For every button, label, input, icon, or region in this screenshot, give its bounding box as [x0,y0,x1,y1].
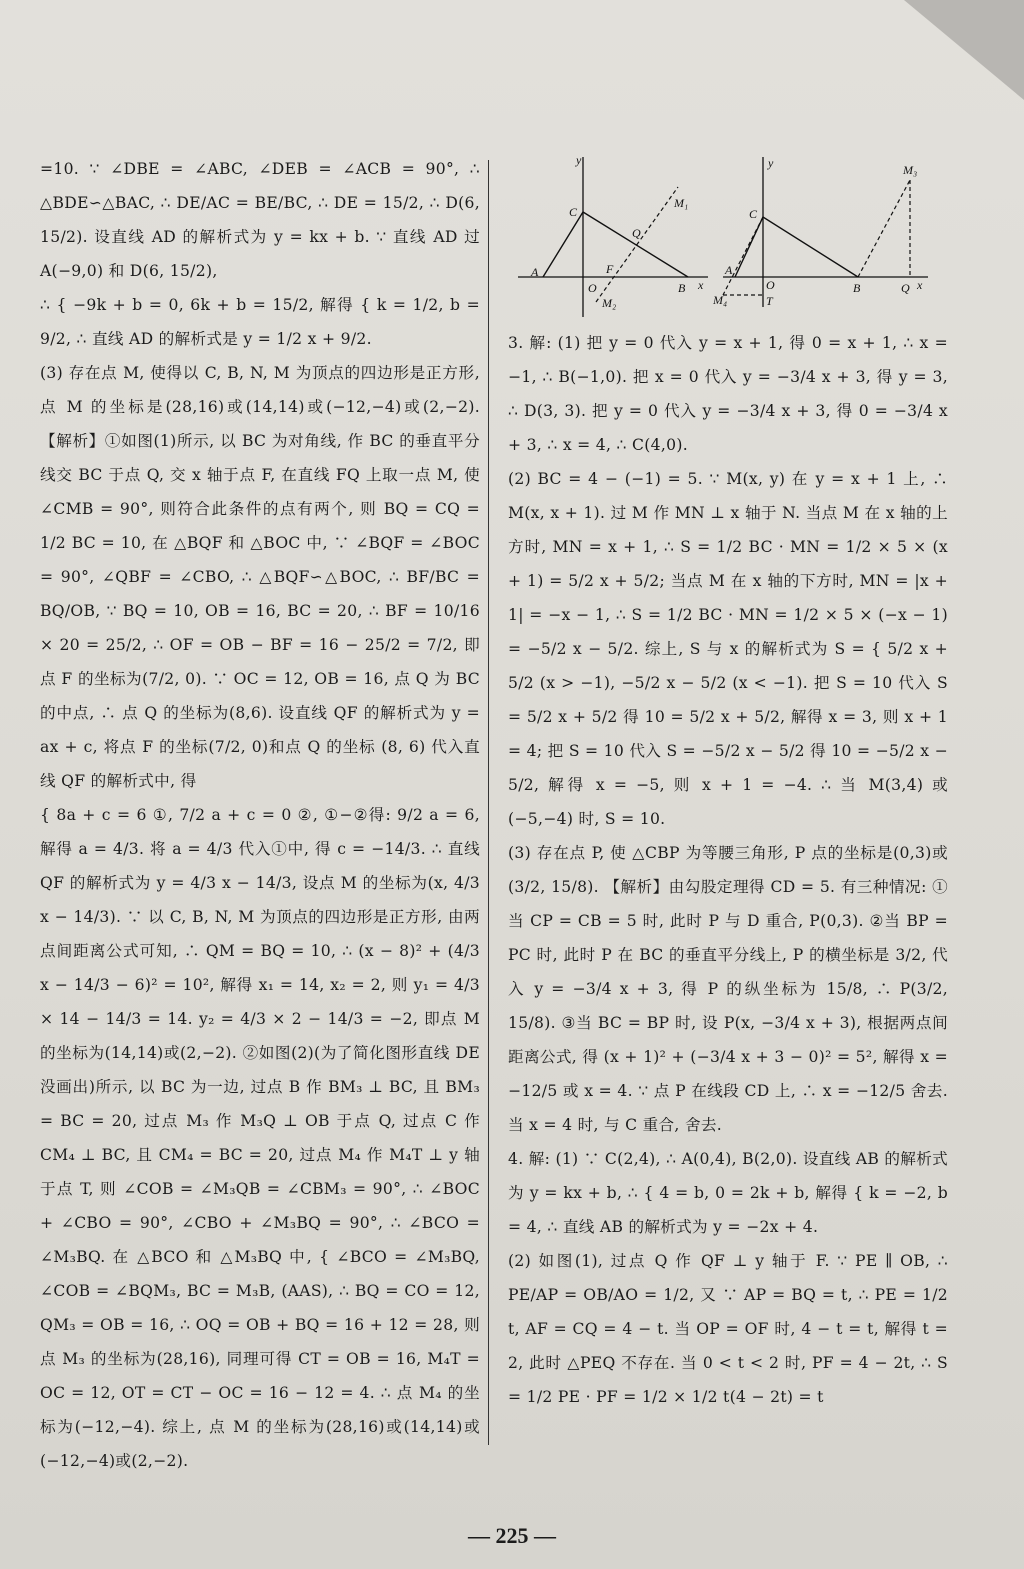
fig2-label-a: A [725,263,733,277]
fig2-label-c: C [749,207,758,221]
fig1-label-y: y [576,153,582,167]
fig2-label-o: O [766,278,775,292]
fig2-triangle [735,217,858,277]
fig2-label-t: T [766,294,773,308]
fig1-label-m1: M₁ [674,196,689,210]
fig2-label-m4: M₄ [713,293,728,307]
fig2-label-x: x [917,278,923,292]
fig2-label-b: B [853,281,861,295]
problem-3-part-3: (3) 存在点 P, 使 △CBP 为等腰三角形, P 点的坐标是(0,3)或(3/2, 15/8). 【解析】由勾股定理得 CD = 5. 有三种情况: ①当 CP = CB = 5 时, 此时 P 与 D 重合, P(0,3). ②当 BP = PC 时, 此时 P 在 BC 的垂直平分线上, P 的横坐标是 3/2, 代入 y = −3/4 x + 3, 得 P 的纵坐标为 15/8, ∴ P(3/2, 15/8). ③当 BC = BP 时, 设 P(x, −3/4 x + 3), 根据两点间距离公式, 得 (x + 1)² + (−3/4 x + 3 − 0)² = 5², 解得 x = −12/5 或 x = 4. ∵ 点 P 在线段 CD 上, ∴ x = −12/5 舍去. 当 x = 4 时, 与 C 重合, 舍去. [508,844,948,1134]
left-column [40,152,480,1478]
column-divider [488,160,489,1445]
page-number: — 225 — [468,1523,556,1548]
fig1-label-x: x [698,278,704,292]
fig1-label-a: A [531,265,539,279]
fig1-label-q: Q [632,226,641,240]
problem-4-part-2: (2) 如图(1), 过点 Q 作 QF ⊥ y 轴于 F. ∵ PE ∥ OB, ∴ PE/AP = OB/AO = 1/2, 又 ∵ AP = BQ = t, ∴ PE = 1/2 t, AF = CQ = 4 − t. 当 OP = OF 时, 4 − t = t, 解得 t = 2, 此时 △PEQ 不存在. 当 0 < t < 2 时, PF = 4 − 2t, ∴ S = 1/2 PE · PF = 1/2 × 1/2 t(4 − 2t) = t [508,1252,948,1406]
left-paragraph-2: ∴ { −9k + b = 0, 6k + b = 15/2, 解得 { k = 1/2, b = 9/2, ∴ 直线 AD 的解析式是 y = 1/2 x + 9/2. [40,296,480,348]
fig1-label-o: O [588,281,597,295]
fig1-dashed-line [596,187,678,302]
right-column [508,152,948,1414]
folded-corner [904,0,1024,100]
problem-4-part-1: 4. 解: (1) ∵ C(2,4), ∴ A(0,4), B(2,0). 设直线 AB 的解析式为 y = kx + b, ∴ { 4 = b, 0 = 2k + b, 解得 { k = −2, b = 4, ∴ 直线 AB 的解析式为 y = −2x + 4. [508,1150,948,1236]
problem-3-part-2: (2) BC = 4 − (−1) = 5. ∵ M(x, y) 在 y = x + 1 上, ∴ M(x, x + 1). 过 M 作 MN ⊥ x 轴于 N. 当点 M 在 x 轴的上方时, MN = x + 1, ∴ S = 1/2 BC · MN = 1/2 × 5 × (x + 1) = 5/2 x + 5/2; 当点 M 在 x 轴的下方时, MN = |x + 1| = −x − 1, ∴ S = 1/2 BC · MN = 1/2 × 5 × (−x − 1) = −5/2 x − 5/2. 综上, S 与 x 的解析式为 S = { 5/2 x + 5/2 (x > −1), −5/2 x − 5/2 (x < −1). 把 S = 10 代入 S = 5/2 x + 5/2 得 10 = 5/2 x + 5/2, 解得 x = 3, 则 x + 1 = 4; 把 S = 10 代入 S = −5/2 x − 5/2 得 10 = −5/2 x − 5/2, 解得 x = −5, 则 x + 1 = −4. ∴ 当 M(3,4) 或 (−5,−4) 时, S = 10. [508,470,948,828]
problem-3-part-1: 3. 解: (1) 把 y = 0 代入 y = x + 1, 得 0 = x + 1, ∴ x = −1, ∴ B(−1,0). 把 x = 0 代入 y = −3/4 x + 3, 得 y = 3, ∴ D(3, 3). 把 y = 0 代入 y = −3/4 x + 3, 得 0 = −3/4 x + 3, ∴ x = 4, ∴ C(4,0). [508,334,948,454]
left-paragraph-4: { 8a + c = 6 ①, 7/2 a + c = 0 ②, ①−②得: 9/2 a = 6, 解得 a = 4/3. 将 a = 4/3 代入①中, 得 c = −14/3. ∴ 直线 QF 的解析式为 y = 4/3 x − 14/3, 设点 M 的坐标为(x, 4/3 x − 14/3). ∵ 以 C, B, N, M 为顶点的四边形是正方形, 由两点间距离公式可知, ∴ QM = BQ = 10, ∴ (x − 8)² + (4/3 x − 14/3 − 6)² = 10², 解得 x₁ = 14, x₂ = 2, 则 y₁ = 4/3 × 14 − 14/3 = 14. y₂ = 4/3 × 2 − 14/3 = −2, 即点 M 的坐标为(14,14)或(2,−2). ②如图(2)(为了简化图形直线 DE 没画出)所示, 以 BC 为一边, 过点 B 作 BM₃ ⊥ BC, 且 BM₃ = BC = 20, 过点 M₃ 作 M₃Q ⊥ OB 于点 Q, 过点 C 作 CM₄ ⊥ BC, 且 CM₄ = BC = 20, 过点 M₄ 作 M₄T ⊥ y 轴于点 T, 则 ∠COB = ∠M₃QB = ∠CBM₃ = 90°, ∴ ∠BOC + ∠CBO = 90°, ∠CBO + ∠M₃BQ = 90°, ∴ ∠BCO = ∠M₃BQ. 在 △BCO 和 △M₃BQ 中, { ∠BCO = ∠M₃BQ, ∠COB = ∠BQM₃, BC = M₃B, (AAS), ∴ BQ = CO = 12, QM₃ = OB = 16, ∴ OQ = OB + BQ = 16 + 12 = 28, 则点 M₃ 的坐标为(28,16), 同理可得 CT = OB = 16, M₄T = OC = 12, OT = CT − OC = 16 − 12 = 4. ∴ 点 M₄ 的坐标为(−12,−4). 综上, 点 M 的坐标为(28,16)或(14,14)或(−12,−4)或(2,−2). [40,806,480,1470]
fig2-dashed-cm4 [723,217,763,295]
left-paragraph-1: =10. ∵ ∠DBE = ∠ABC, ∠DEB = ∠ACB = 90°, ∴ △BDE∽△BAC, ∴ DE/AC = BE/BC, ∴ DE = 15/2, ∴ D(6, 15/2). 设直线 AD 的解析式为 y = kx + b. ∵ 直线 AD 过 A(−9,0) 和 D(6, 15/2), [40,160,480,280]
fig1-label-f: F [606,262,614,276]
fig2-dashed-bm3 [858,180,910,277]
fig2-label-y: y [768,156,774,170]
fig2-label-q: Q [901,281,910,295]
figures-row [508,152,948,322]
left-paragraph-3: (3) 存在点 M, 使得以 C, B, N, M 为顶点的四边形是正方形, 点 M 的坐标是(28,16)或(14,14)或(−12,−4)或(2,−2). 【解析】①如图(1)所示, 以 BC 为对角线, 作 BC 的垂直平分线交 BC 于点 Q, 交 x 轴于点 F, 在直线 FQ 上取一点 M, 使 ∠CMB = 90°, 则符合此条件的点有两个, 则 BQ = CQ = 1/2 BC = 10, 在 △BQF 和 △BOC 中, ∵ ∠BQF = ∠BOC = 90°, ∠QBF = ∠CBO, ∴ △BQF∽△BOC, ∴ BF/BC = BQ/OB, ∵ BQ = 10, OB = 16, BC = 20, ∴ BF = 10/16 × 20 = 25/2, ∴ OF = OB − BF = 16 − 25/2 = 7/2, 即点 F 的坐标为(7/2, 0). ∵ OC = 12, OB = 16, 点 Q 为 BC 的中点, ∴ 点 Q 的坐标为(8,6). 设直线 QF 的解析式为 y = ax + c, 将点 F 的坐标(7/2, 0)和点 Q 的坐标 (8, 6) 代入直线 QF 的解析式中, 得 [40,364,480,790]
fig1-label-c: C [569,205,578,219]
figure-2 [713,152,933,317]
fig1-label-b: B [678,281,686,295]
figure-1 [518,152,718,317]
fig2-label-m3: M₃ [903,163,918,177]
fig1-triangle [543,212,688,277]
fig1-label-m2: M₂ [602,296,617,310]
